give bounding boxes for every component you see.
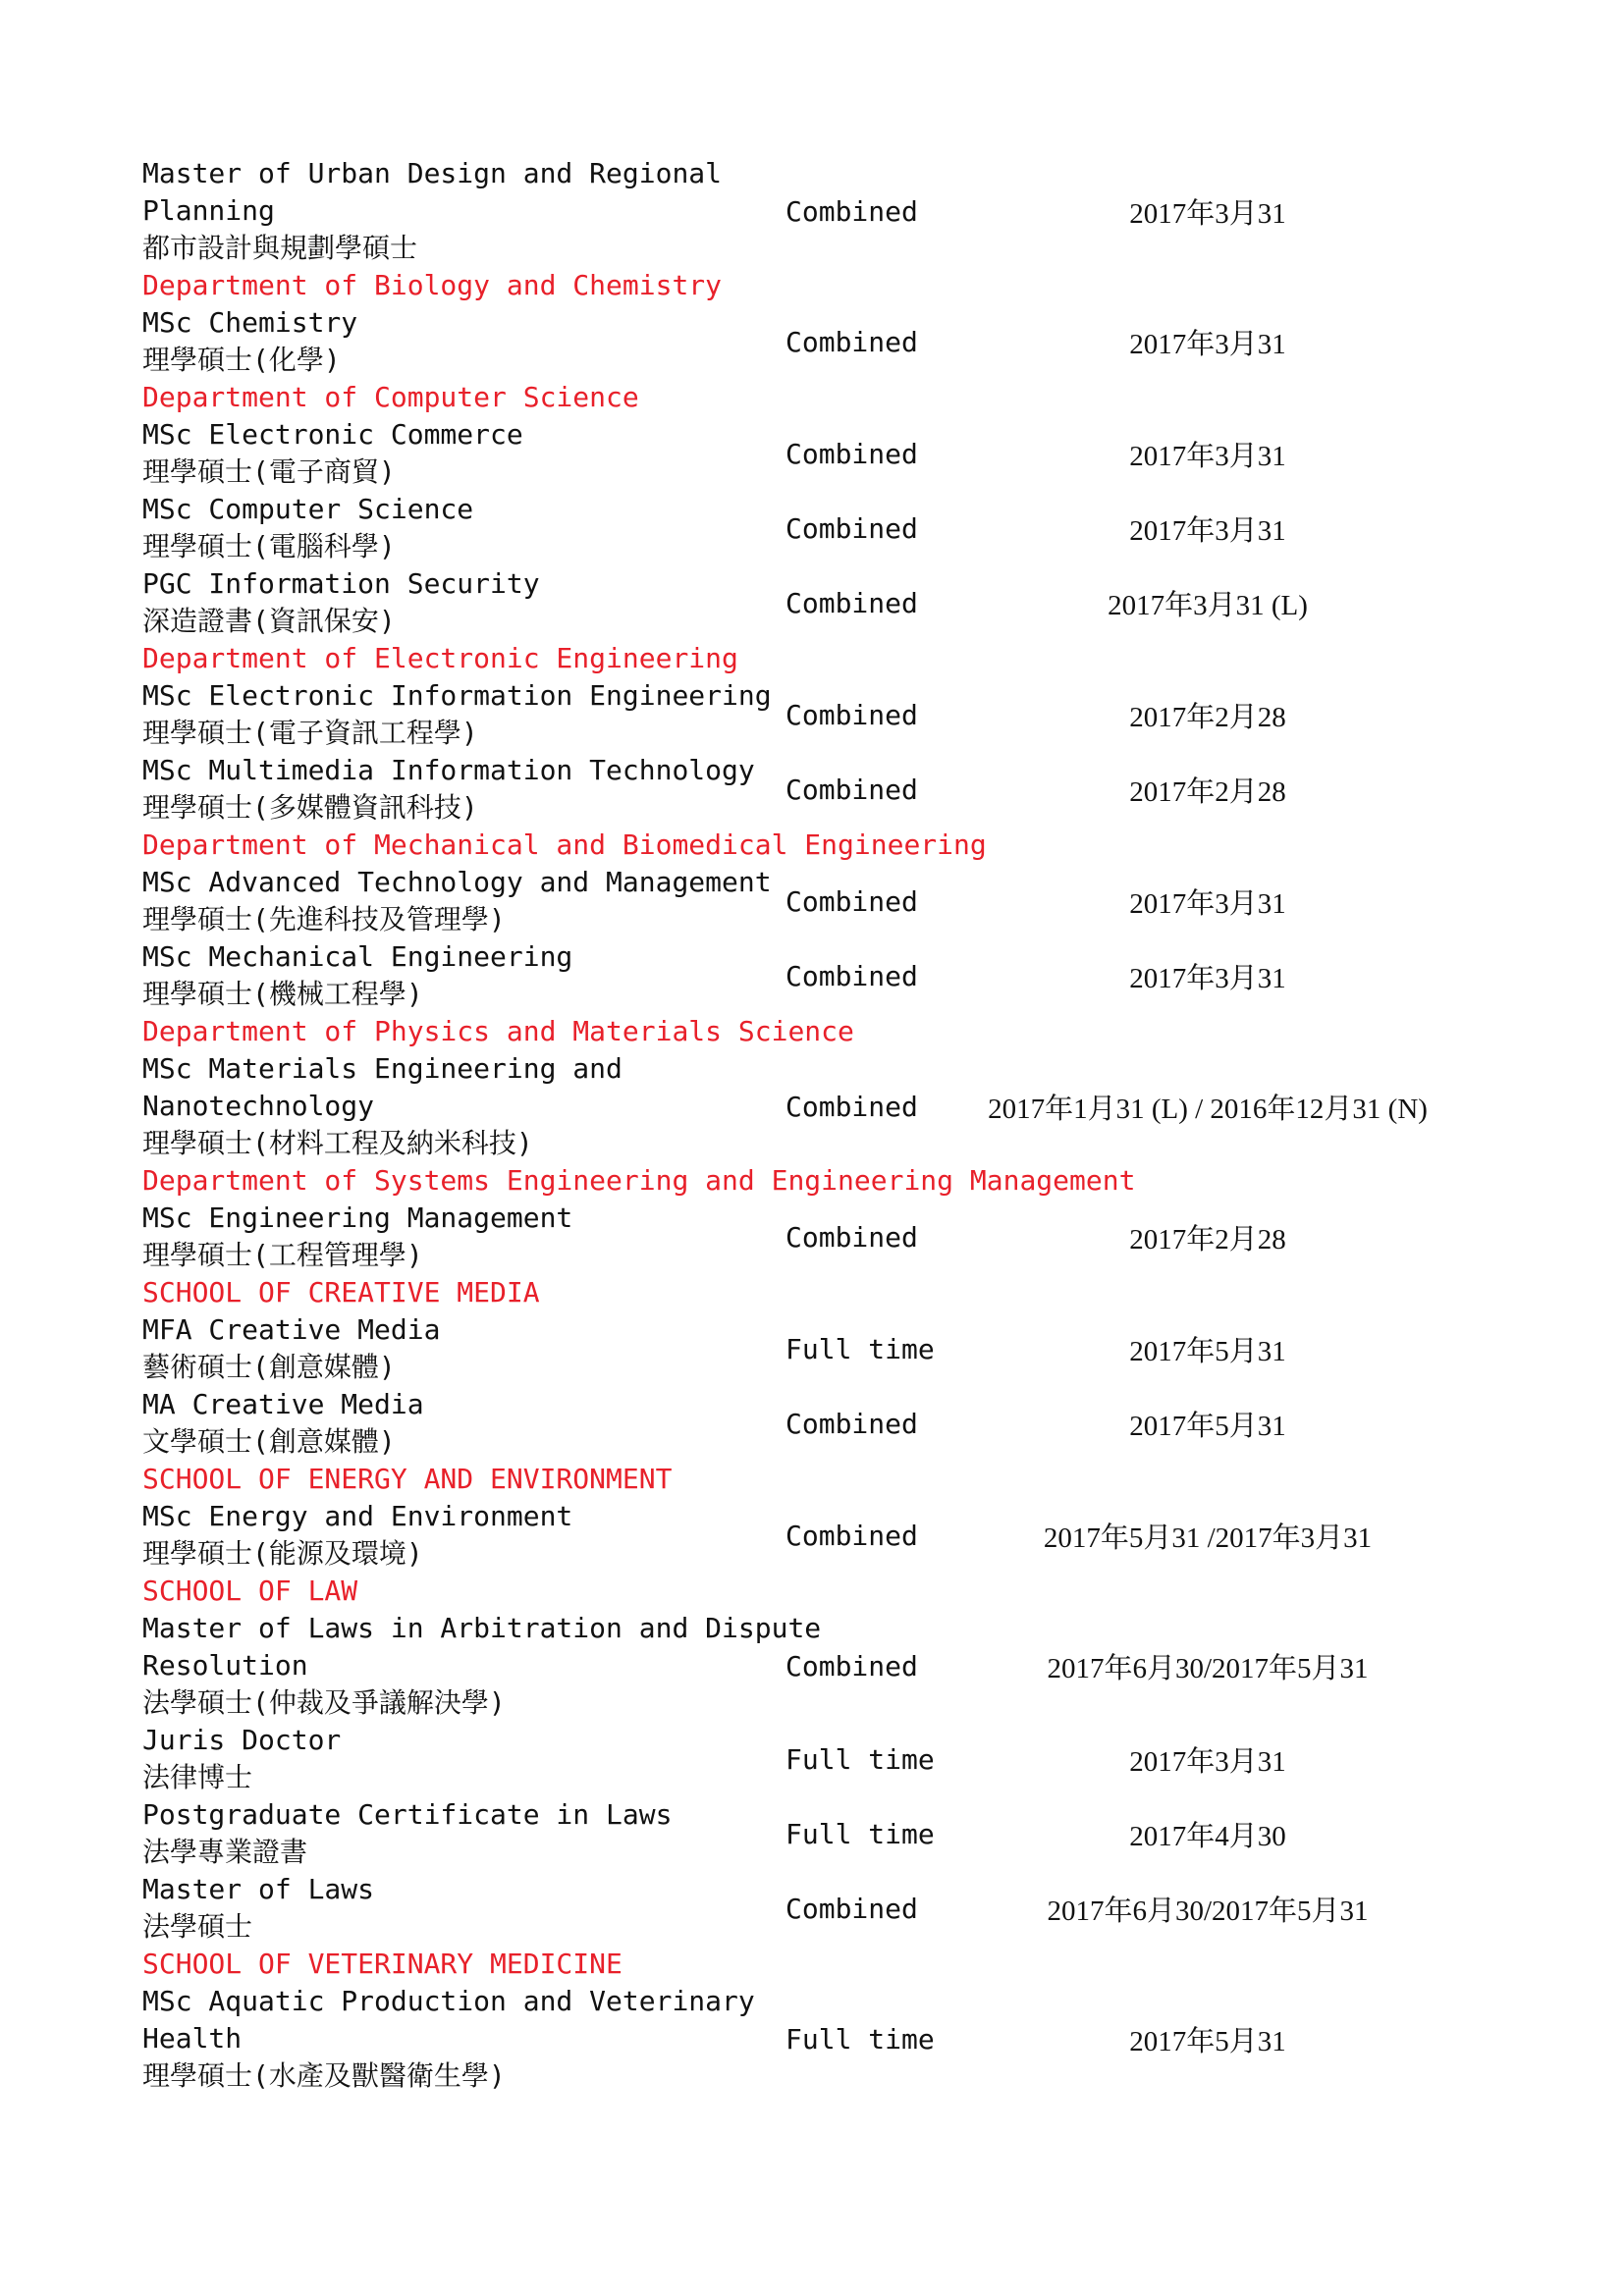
programme-name-zh: 理學碩士(電腦科學) <box>142 530 396 562</box>
programme-name <box>142 938 785 1013</box>
programme-name-zh: 法學碩士 <box>142 1910 253 1943</box>
study-mode: Combined <box>785 698 918 731</box>
programme-name <box>142 1983 785 2095</box>
programme-name-en: Postgraduate Certificate in Laws <box>142 1798 673 1831</box>
deadline-date: 2017年6月30/2017年5月31 <box>1047 1652 1369 1684</box>
programme-name-en: MSc Computer Science <box>142 493 474 525</box>
programme-name-zh: 理學碩士(化學) <box>142 344 341 376</box>
programme-row <box>142 1796 1517 1871</box>
programme-name-en: MSc Aquatic Production and Veterinary <box>142 1985 755 2017</box>
programme-name-en: PGC Information Security <box>142 567 540 600</box>
programme-row <box>142 1050 1517 1162</box>
programme-name-zh: 理學碩士(水產及獸醫衛生學) <box>142 2059 506 2092</box>
programme-name-en: MA Creative Media <box>142 1388 424 1420</box>
programme-name <box>142 1386 785 1461</box>
section-heading: Department of Systems Engineering and Engineering Management <box>142 1164 1136 1197</box>
study-mode: Combined <box>785 1407 918 1440</box>
programme-row <box>142 1983 1517 2095</box>
study-mode: Combined <box>785 194 918 228</box>
programme-name <box>142 155 785 267</box>
section-heading: Department of Mechanical and Biomedical Engineering <box>142 828 987 861</box>
deadline-date: 2017年2月28 <box>1129 1223 1286 1255</box>
programme-name-en: MSc Advanced Technology and Management <box>142 866 772 898</box>
section-heading: SCHOOL OF ENERGY AND ENVIRONMENT <box>142 1463 673 1495</box>
deadline-date: 2017年3月31 <box>1129 887 1286 920</box>
programme-name-zh: 藝術碩士(創意媒體) <box>142 1351 396 1383</box>
programme-name-zh: 理學碩士(能源及環境) <box>142 1537 423 1570</box>
programme-name-en: Planning <box>142 194 275 227</box>
deadline-date: 2017年3月31 <box>1129 328 1286 360</box>
programme-name-en: MSc Multimedia Information Technology <box>142 754 755 786</box>
programme-name-zh: 都市設計與規劃學碩士 <box>142 232 418 264</box>
deadline-date: 2017年3月31 <box>1129 197 1286 230</box>
programme-name <box>142 491 785 565</box>
programme-name-en: MSc Mechanical Engineering <box>142 940 573 973</box>
deadline-date: 2017年6月30/2017年5月31 <box>1047 1895 1369 1927</box>
programme-row <box>142 1200 1517 1274</box>
programme-name <box>142 864 785 938</box>
programme-name-en: Master of Laws in Arbitration and Dispute <box>142 1612 822 1644</box>
programme-name-zh: 文學碩士(創意媒體) <box>142 1425 396 1458</box>
study-mode: Combined <box>785 1892 918 1925</box>
study-mode: Combined <box>785 1649 918 1682</box>
programme-name <box>142 1050 785 1162</box>
programme-name-zh: 理學碩士(多媒體資訊科技) <box>142 791 478 824</box>
deadline-date: 2017年3月31 <box>1129 514 1286 547</box>
programme-name-en: MSc Engineering Management <box>142 1201 573 1234</box>
programme-name-zh: 理學碩士(電子商貿) <box>142 455 396 488</box>
study-mode: Combined <box>785 1090 918 1123</box>
deadline-date: 2017年3月31 (L) <box>1108 589 1308 621</box>
programme-name-zh: 法學碩士(仲裁及爭議解決學) <box>142 1686 506 1719</box>
deadline-date: 2017年3月31 <box>1129 440 1286 472</box>
programme-name-en: Juris Doctor <box>142 1724 342 1756</box>
programme-row <box>142 1498 1517 1573</box>
study-mode: Combined <box>785 586 918 619</box>
section-heading: SCHOOL OF LAW <box>142 1575 358 1607</box>
deadline-date: 2017年4月30 <box>1129 1820 1286 1852</box>
deadline-date: 2017年1月31 (L) / 2016年12月31 (N) <box>988 1093 1428 1125</box>
deadline-date: 2017年2月28 <box>1129 775 1286 808</box>
study-mode: Combined <box>785 1220 918 1254</box>
programme-name-en: Health <box>142 2022 243 2055</box>
study-mode: Combined <box>785 959 918 992</box>
programme-row <box>142 1871 1517 1946</box>
programme-name <box>142 677 785 752</box>
programme-row <box>142 938 1517 1013</box>
programme-name-zh: 理學碩士(先進科技及管理學) <box>142 903 506 935</box>
deadline-date: 2017年5月31 <box>1129 2025 1286 2057</box>
programme-name <box>142 752 785 827</box>
programme-name <box>142 304 785 379</box>
section-heading: Department of Computer Science <box>142 381 639 413</box>
programme-name-zh: 法律博士 <box>142 1761 253 1793</box>
study-mode: Combined <box>785 511 918 545</box>
study-mode: Combined <box>785 437 918 470</box>
programme-name <box>142 1200 785 1274</box>
programme-row <box>142 1386 1517 1461</box>
study-mode: Combined <box>785 884 918 918</box>
study-mode: Full time <box>785 1817 935 1850</box>
study-mode: Combined <box>785 773 918 806</box>
programme-name-zh: 理學碩士(工程管理學) <box>142 1239 423 1271</box>
programme-name <box>142 1610 822 1722</box>
section-heading: Department of Physics and Materials Science <box>142 1015 854 1047</box>
study-mode: Full time <box>785 1742 935 1776</box>
deadline-date: 2017年5月31 <box>1129 1335 1286 1367</box>
programme-name-en: Nanotechnology <box>142 1090 375 1122</box>
programme-name-en: MSc Electronic Commerce <box>142 418 523 451</box>
programme-name <box>142 565 785 640</box>
programme-row <box>142 565 1517 640</box>
programme-row <box>142 491 1517 565</box>
deadline-date: 2017年3月31 <box>1129 1745 1286 1778</box>
programme-row <box>142 864 1517 938</box>
study-mode: Full time <box>785 1332 935 1365</box>
section-heading: SCHOOL OF VETERINARY MEDICINE <box>142 1948 623 1980</box>
programme-table <box>142 155 1517 2095</box>
programme-name-en: MFA Creative Media <box>142 1313 441 1346</box>
programme-row <box>142 304 1517 379</box>
programme-name-zh: 理學碩士(電子資訊工程學) <box>142 717 478 749</box>
deadline-date: 2017年3月31 <box>1129 962 1286 994</box>
deadline-date: 2017年5月31 <box>1129 1410 1286 1442</box>
section-heading: Department of Electronic Engineering <box>142 642 738 674</box>
deadline-date: 2017年2月28 <box>1129 701 1286 733</box>
section-heading: SCHOOL OF CREATIVE MEDIA <box>142 1276 540 1308</box>
programme-name-en: MSc Energy and Environment <box>142 1500 573 1532</box>
programme-name <box>142 1871 785 1946</box>
programme-name-en: Master of Laws <box>142 1873 375 1905</box>
programme-row <box>142 155 1517 267</box>
programme-name <box>142 1796 785 1871</box>
programme-row <box>142 1311 1517 1386</box>
programme-row <box>142 1610 1517 1722</box>
programme-name-zh: 深造證書(資訊保安) <box>142 605 396 637</box>
programme-name <box>142 1498 785 1573</box>
programme-name-en: MSc Chemistry <box>142 306 358 339</box>
programme-name-en: Resolution <box>142 1649 308 1682</box>
deadline-date: 2017年5月31 /2017年3月31 <box>1043 1522 1373 1554</box>
programme-row <box>142 677 1517 752</box>
programme-name-zh: 理學碩士(材料工程及納米科技) <box>142 1127 533 1159</box>
programme-row <box>142 416 1517 491</box>
study-mode: Combined <box>785 1519 918 1552</box>
programme-name-en: MSc Electronic Information Engineering <box>142 679 772 712</box>
programme-row <box>142 1722 1517 1796</box>
programme-row <box>142 752 1517 827</box>
programme-name <box>142 1311 785 1386</box>
section-heading: Department of Biology and Chemistry <box>142 269 723 301</box>
programme-name-zh: 法學專業證書 <box>142 1836 308 1868</box>
study-mode: Full time <box>785 2022 935 2056</box>
programme-name <box>142 416 785 491</box>
programme-name <box>142 1722 785 1796</box>
programme-name-en: MSc Materials Engineering and <box>142 1052 623 1085</box>
programme-name-zh: 理學碩士(機械工程學) <box>142 978 423 1010</box>
study-mode: Combined <box>785 325 918 358</box>
programme-name-en: Master of Urban Design and Regional <box>142 157 723 189</box>
